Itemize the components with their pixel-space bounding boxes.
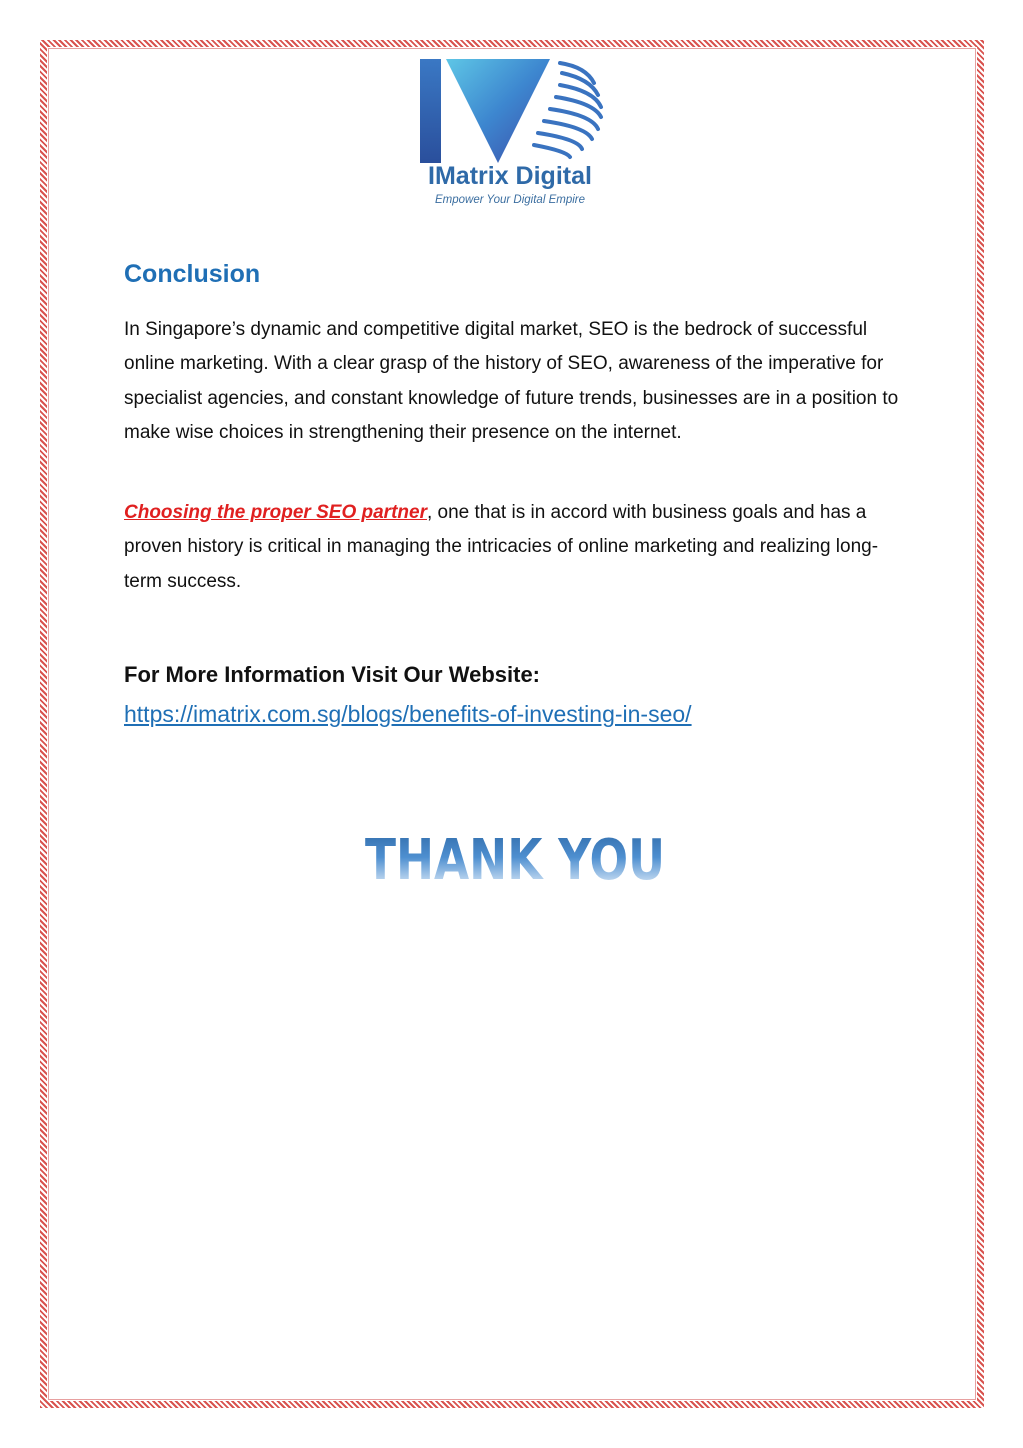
thank-you-banner xyxy=(350,815,680,895)
conclusion-paragraph-1: In Singapore’s dynamic and competitive digital market, SEO is the bedrock of successful online marketing. With a clear grasp of the history of SEO, awareness of the imperative for specialist agencies, and constant knowledge of future trends, businesses are in a position to make wise choices in strengthening their presence on the internet. xyxy=(124,319,899,444)
website-link[interactable]: https://imatrix.com.sg/blogs/benefits-of-investing-in-seo/ xyxy=(124,701,692,727)
brand-tagline: Empower Your Digital Empire xyxy=(435,194,585,206)
thank-you-text: THANK YOU xyxy=(365,828,665,893)
more-info-heading: For More Information Visit Our Website: xyxy=(124,662,541,687)
brand-logo-icon xyxy=(410,55,620,215)
conclusion-paragraph-2 xyxy=(124,496,914,599)
conclusion-heading: Conclusion xyxy=(124,260,261,288)
seo-partner-link[interactable]: Choosing the proper SEO partner xyxy=(124,502,427,523)
conclusion-paragraph-2-text: , one that is in accord with business goals and has a proven history is critical in managing the intricacies of online marketing and realizing long-term success. xyxy=(124,502,879,592)
brand-name: IMatrix Digital xyxy=(428,162,592,190)
